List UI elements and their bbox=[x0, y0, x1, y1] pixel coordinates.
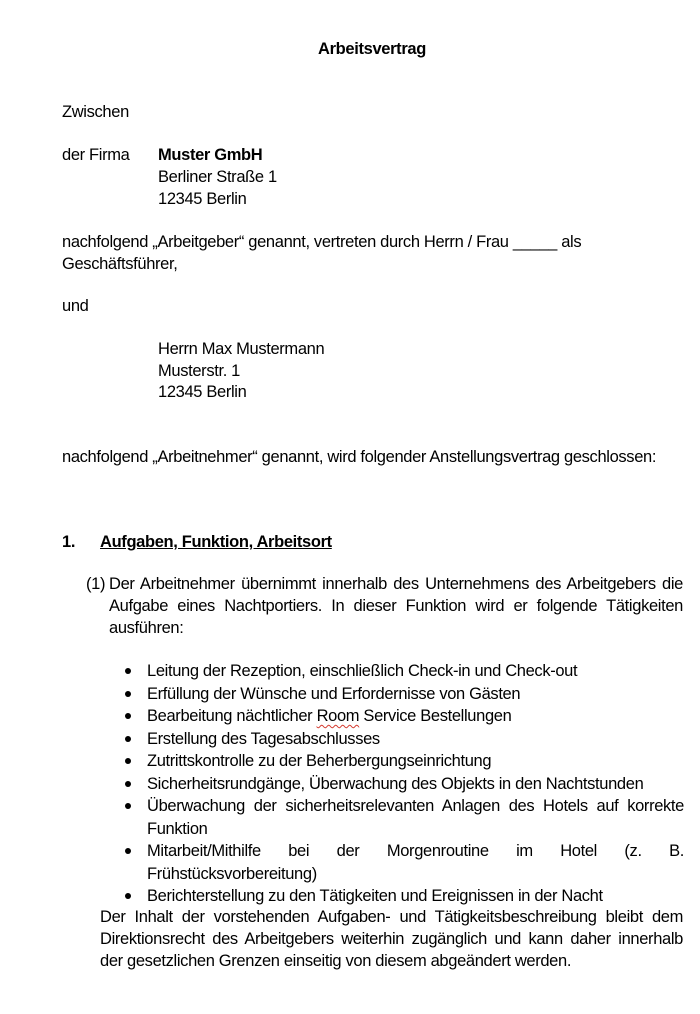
employee-street: Musterstr. 1 bbox=[158, 362, 240, 380]
spellcheck-word: Room bbox=[316, 707, 360, 725]
employer-label: der Firma bbox=[62, 146, 130, 164]
list-item: Leitung der Rezeption, einschließlich Check-in und Check-out bbox=[122, 660, 684, 683]
list-item: Sicherheitsrundgänge, Überwachung des Objekts in den Nachtstunden bbox=[122, 773, 684, 796]
employer-street: Berliner Straße 1 bbox=[158, 168, 277, 186]
paragraph-text: Der Arbeitnehmer übernimmt innerhalb des Unternehmens des Arbeitgebers die Aufgabe eines Nachtportiers. In dieser Funktion wird er folgende Tätigkeiten ausführen: bbox=[109, 575, 683, 637]
employer-clause-line1: nachfolgend „Arbeitgeber“ genannt, vertreten durch Herrn / Frau _____ als bbox=[62, 233, 582, 251]
and-text: und bbox=[62, 297, 89, 315]
employer-clause-line2: Geschäftsführer, bbox=[62, 255, 178, 273]
list-item bbox=[122, 705, 684, 728]
closing-paragraph: Der Inhalt der vorstehenden Aufgaben- und Tätigkeitsbeschreibung bleibt dem Direktionsrecht des Arbeitgebers weiterhin zugänglich und kann daher innerhalb der gesetzlichen Grenzen einseitig von diesem abgeändert werden. bbox=[100, 908, 683, 970]
list-item-text: Service Bestellungen bbox=[363, 707, 512, 725]
intro-text: Zwischen bbox=[62, 103, 129, 121]
list-item: Überwachung der sicherheitsrelevanten Anlagen des Hotels auf korrekte Funktion bbox=[122, 795, 684, 840]
list-item: Zutrittskontrolle zu der Beherbergungseinrichtung bbox=[122, 750, 684, 773]
list-item: Erstellung des Tagesabschlusses bbox=[122, 728, 684, 751]
task-list bbox=[122, 660, 684, 908]
list-item: Berichterstellung zu den Tätigkeiten und Ereignissen in der Nacht bbox=[122, 885, 684, 908]
paragraph-number: (1) bbox=[86, 575, 106, 593]
employee-city: 12345 Berlin bbox=[158, 383, 247, 401]
list-item: Erfüllung der Wünsche und Erfordernisse von Gästen bbox=[122, 683, 684, 706]
employer-city: 12345 Berlin bbox=[158, 190, 247, 208]
employer-name: Muster GmbH bbox=[158, 146, 263, 164]
employee-name: Herrn Max Mustermann bbox=[158, 340, 325, 358]
document-title: Arbeitsvertrag bbox=[318, 40, 426, 58]
list-item: Mitarbeit/Mithilfe bei der Morgenroutine im Hotel (z. B. Frühstücksvorbereitung) bbox=[122, 840, 684, 885]
employee-clause: nachfolgend „Arbeitnehmer“ genannt, wird folgender Anstellungsvertrag geschlossen: bbox=[62, 448, 657, 466]
section-number: 1. bbox=[62, 533, 76, 551]
list-item-text: Bearbeitung nächtlicher bbox=[147, 707, 313, 725]
section-heading: Aufgaben, Funktion, Arbeitsort bbox=[100, 533, 332, 551]
